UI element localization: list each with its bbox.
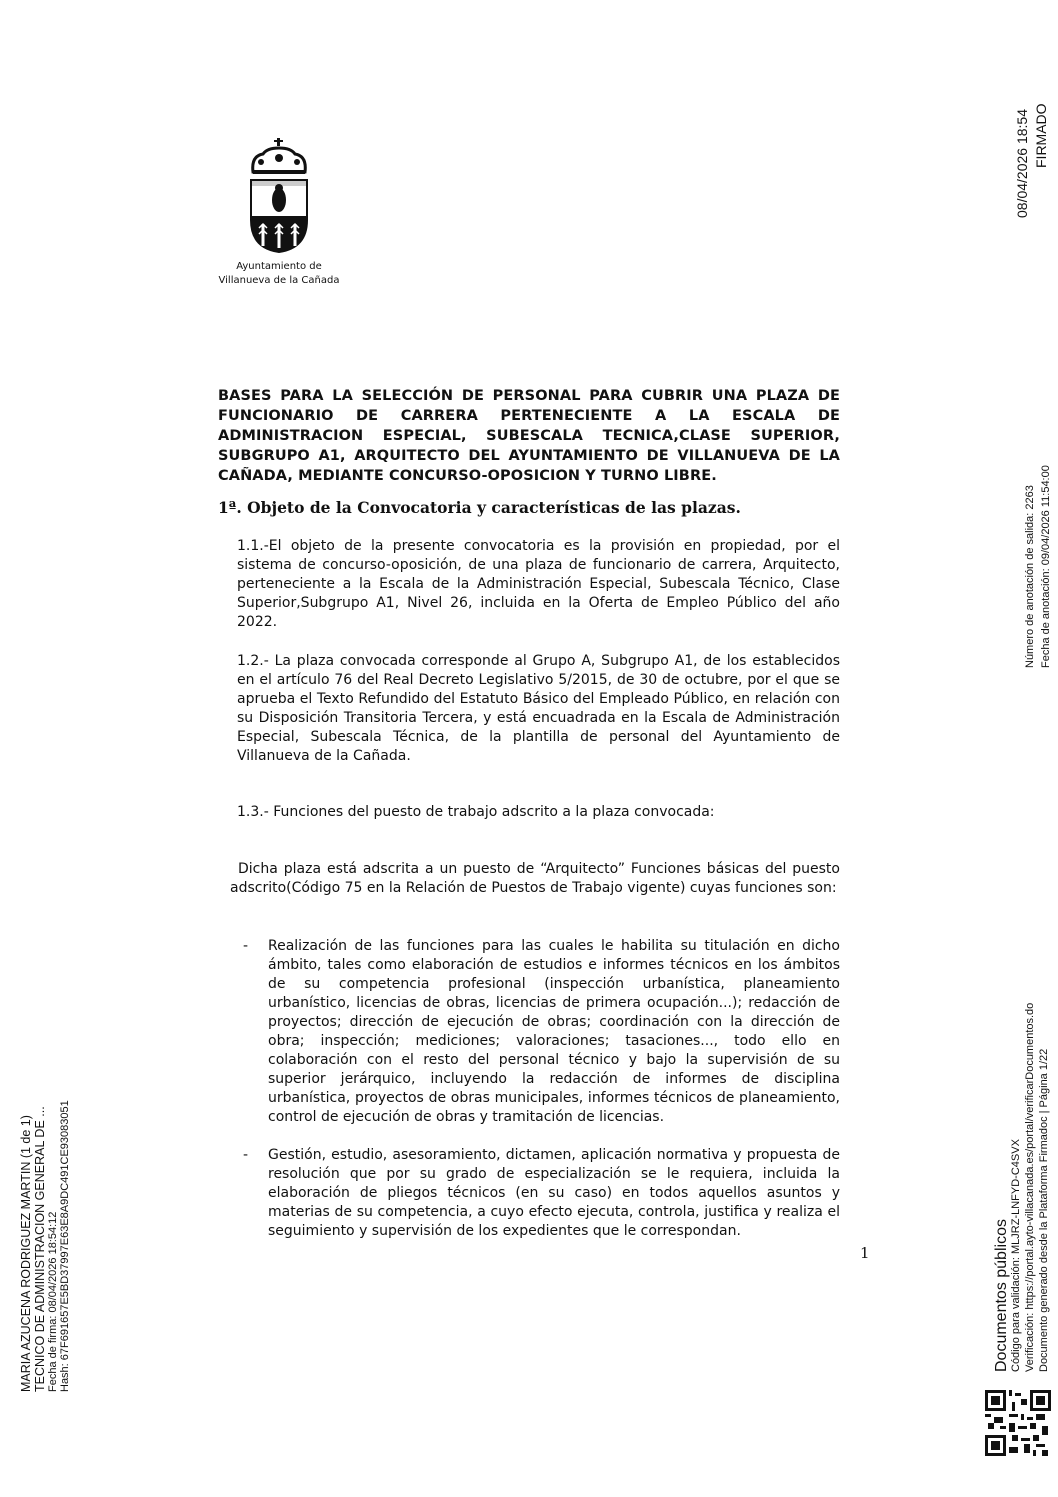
bullet-mark-1: -: [243, 938, 249, 954]
signer-name: MARIA AZUCENA RODRIGUEZ MARTIN (1 de 1): [19, 1115, 33, 1392]
registry-date: Fecha de anotación: 09/04/2026 11:54:00: [1040, 465, 1052, 668]
docs-title: Documentos públicos: [993, 1219, 1010, 1372]
validation-code: Código para validación: MLJRZ-LNFYD-C4SVX: [1010, 1139, 1022, 1372]
coat-of-arms-icon: [247, 136, 311, 256]
signature-hash: Hash: 67F691657E5BD37997E63E8A9DC491CE93083051: [59, 1100, 71, 1392]
logo-line-1: Ayuntamiento de: [236, 261, 322, 272]
page-number: 1: [860, 1244, 870, 1262]
paragraph-1-3: 1.3.- Funciones del puesto de trabajo adscrito a la plaza convocada:: [237, 804, 715, 820]
qr-code-icon: [985, 1390, 1051, 1456]
bullet-item-2: Gestión, estudio, asesoramiento, dictamen, aplicación normativa y propuesta de resolución que por su grado de especialización se le requiera, incluida la elaboración de pliegos técnicos (en su caso) en todos aquellos asuntos y materias de su competencia, a cuyo efecto ejecuta, controla, justifica y realiza el seguimiento y supervisión de los expedientes que le correspondan.: [268, 1147, 840, 1239]
paragraph-dicha: Dicha plaza está adscrita a un puesto de “Arquitecto” Funciones básicas del puesto adscrito(Código 75 en la Relación de Puestos de Trabajo vigente) cuyas funciones son:: [230, 861, 840, 896]
signed-label: FIRMADO: [1033, 103, 1049, 168]
verification-url[interactable]: Verificación: https://portal.ayto-villacanada.es/portal/verificarDocumentos.do: [1024, 1002, 1036, 1372]
document-title: BASES PARA LA SELECCIÓN DE PERSONAL PARA CUBRIR UNA PLAZA DE FUNCIONARIO DE CARRERA PERTENECIENTE A LA ESCALA DE ADMINISTRACION ESPECIAL, SUBESCALA TECNICA,CLASE SUPERIOR, SUBGRUPO A1, ARQUITECTO DEL AYUNTAMIENTO DE VILLANUEVA DE LA CAÑADA, MEDIANTE CONCURSO-OPOSICION Y TURNO LIBRE.: [218, 388, 840, 484]
bullet-mark-2: -: [243, 1147, 249, 1163]
registry-number: Número de anotación de salida: 2263: [1024, 485, 1036, 668]
generated-by: Documento generado desde la Plataforma Firmadoc | Página 1/22: [1038, 1048, 1050, 1372]
sign-date: Fecha de firma: 08/04/2026 18:54:12: [47, 1211, 59, 1392]
paragraph-1-1: 1.1.-El objeto de la presente convocatoria es la provisión en propiedad, por el sistema de concurso-oposición, de una plaza de funcionario de carrera, Arquitecto, perteneciente a la Escala de la Administración Especial, Subescala Técnico, Clase Superior,Subgrupo A1, Nivel 26, incluida en la Oferta de Empleo Público del año 2022.: [237, 538, 840, 630]
logo-line-2: Villanueva de la Cañada: [218, 275, 340, 286]
signed-date: 08/04/2026 18:54: [1014, 109, 1030, 218]
bullet-item-1: Realización de las funciones para las cuales le habilita su titulación en dicho ámbito, tales como elaboración de estudios e informes técnicos en los ámbitos de su competencia profesional (inspección urbanística, planeamiento urbanístico, licencias de obras, licencias de primera ocupación...); redacción de proyectos; dirección de ejecución de obras; coordinación con la dirección de obra; inspección; mediciones; valoraciones; tasaciones..., todo ello en colaboración con el resto del personal técnico y bajo la supervisión de su superior jerárquico, incluyendo la redacción de informes de disciplina urbanística, proyectos de obras municipales, informes técnicos de planeamiento, control de ejecución de obras y tramitación de licencias.: [268, 938, 840, 1125]
municipal-logo: [214, 136, 344, 288]
section-heading: 1ª. Objeto de la Convocatoria y características de las plazas.: [218, 498, 741, 517]
paragraph-1-2: 1.2.- La plaza convocada corresponde al Grupo A, Subgrupo A1, de los establecidos en el artículo 76 del Real Decreto Legislativo 5/2015, de 30 de octubre, por el que se aprueba el Texto Refundido del Estatuto Básico del Empleado Público, en relación con su Disposición Transitoria Tercera, y está encuadrada en la Escala de Administración Especial, Subescala Técnica, de la plantilla de personal del Ayuntamiento de Villanueva de la Cañada.: [237, 653, 840, 764]
signer-role: TECNICO DE ADMINISTRACION GENERAL DE ...: [33, 1106, 47, 1392]
